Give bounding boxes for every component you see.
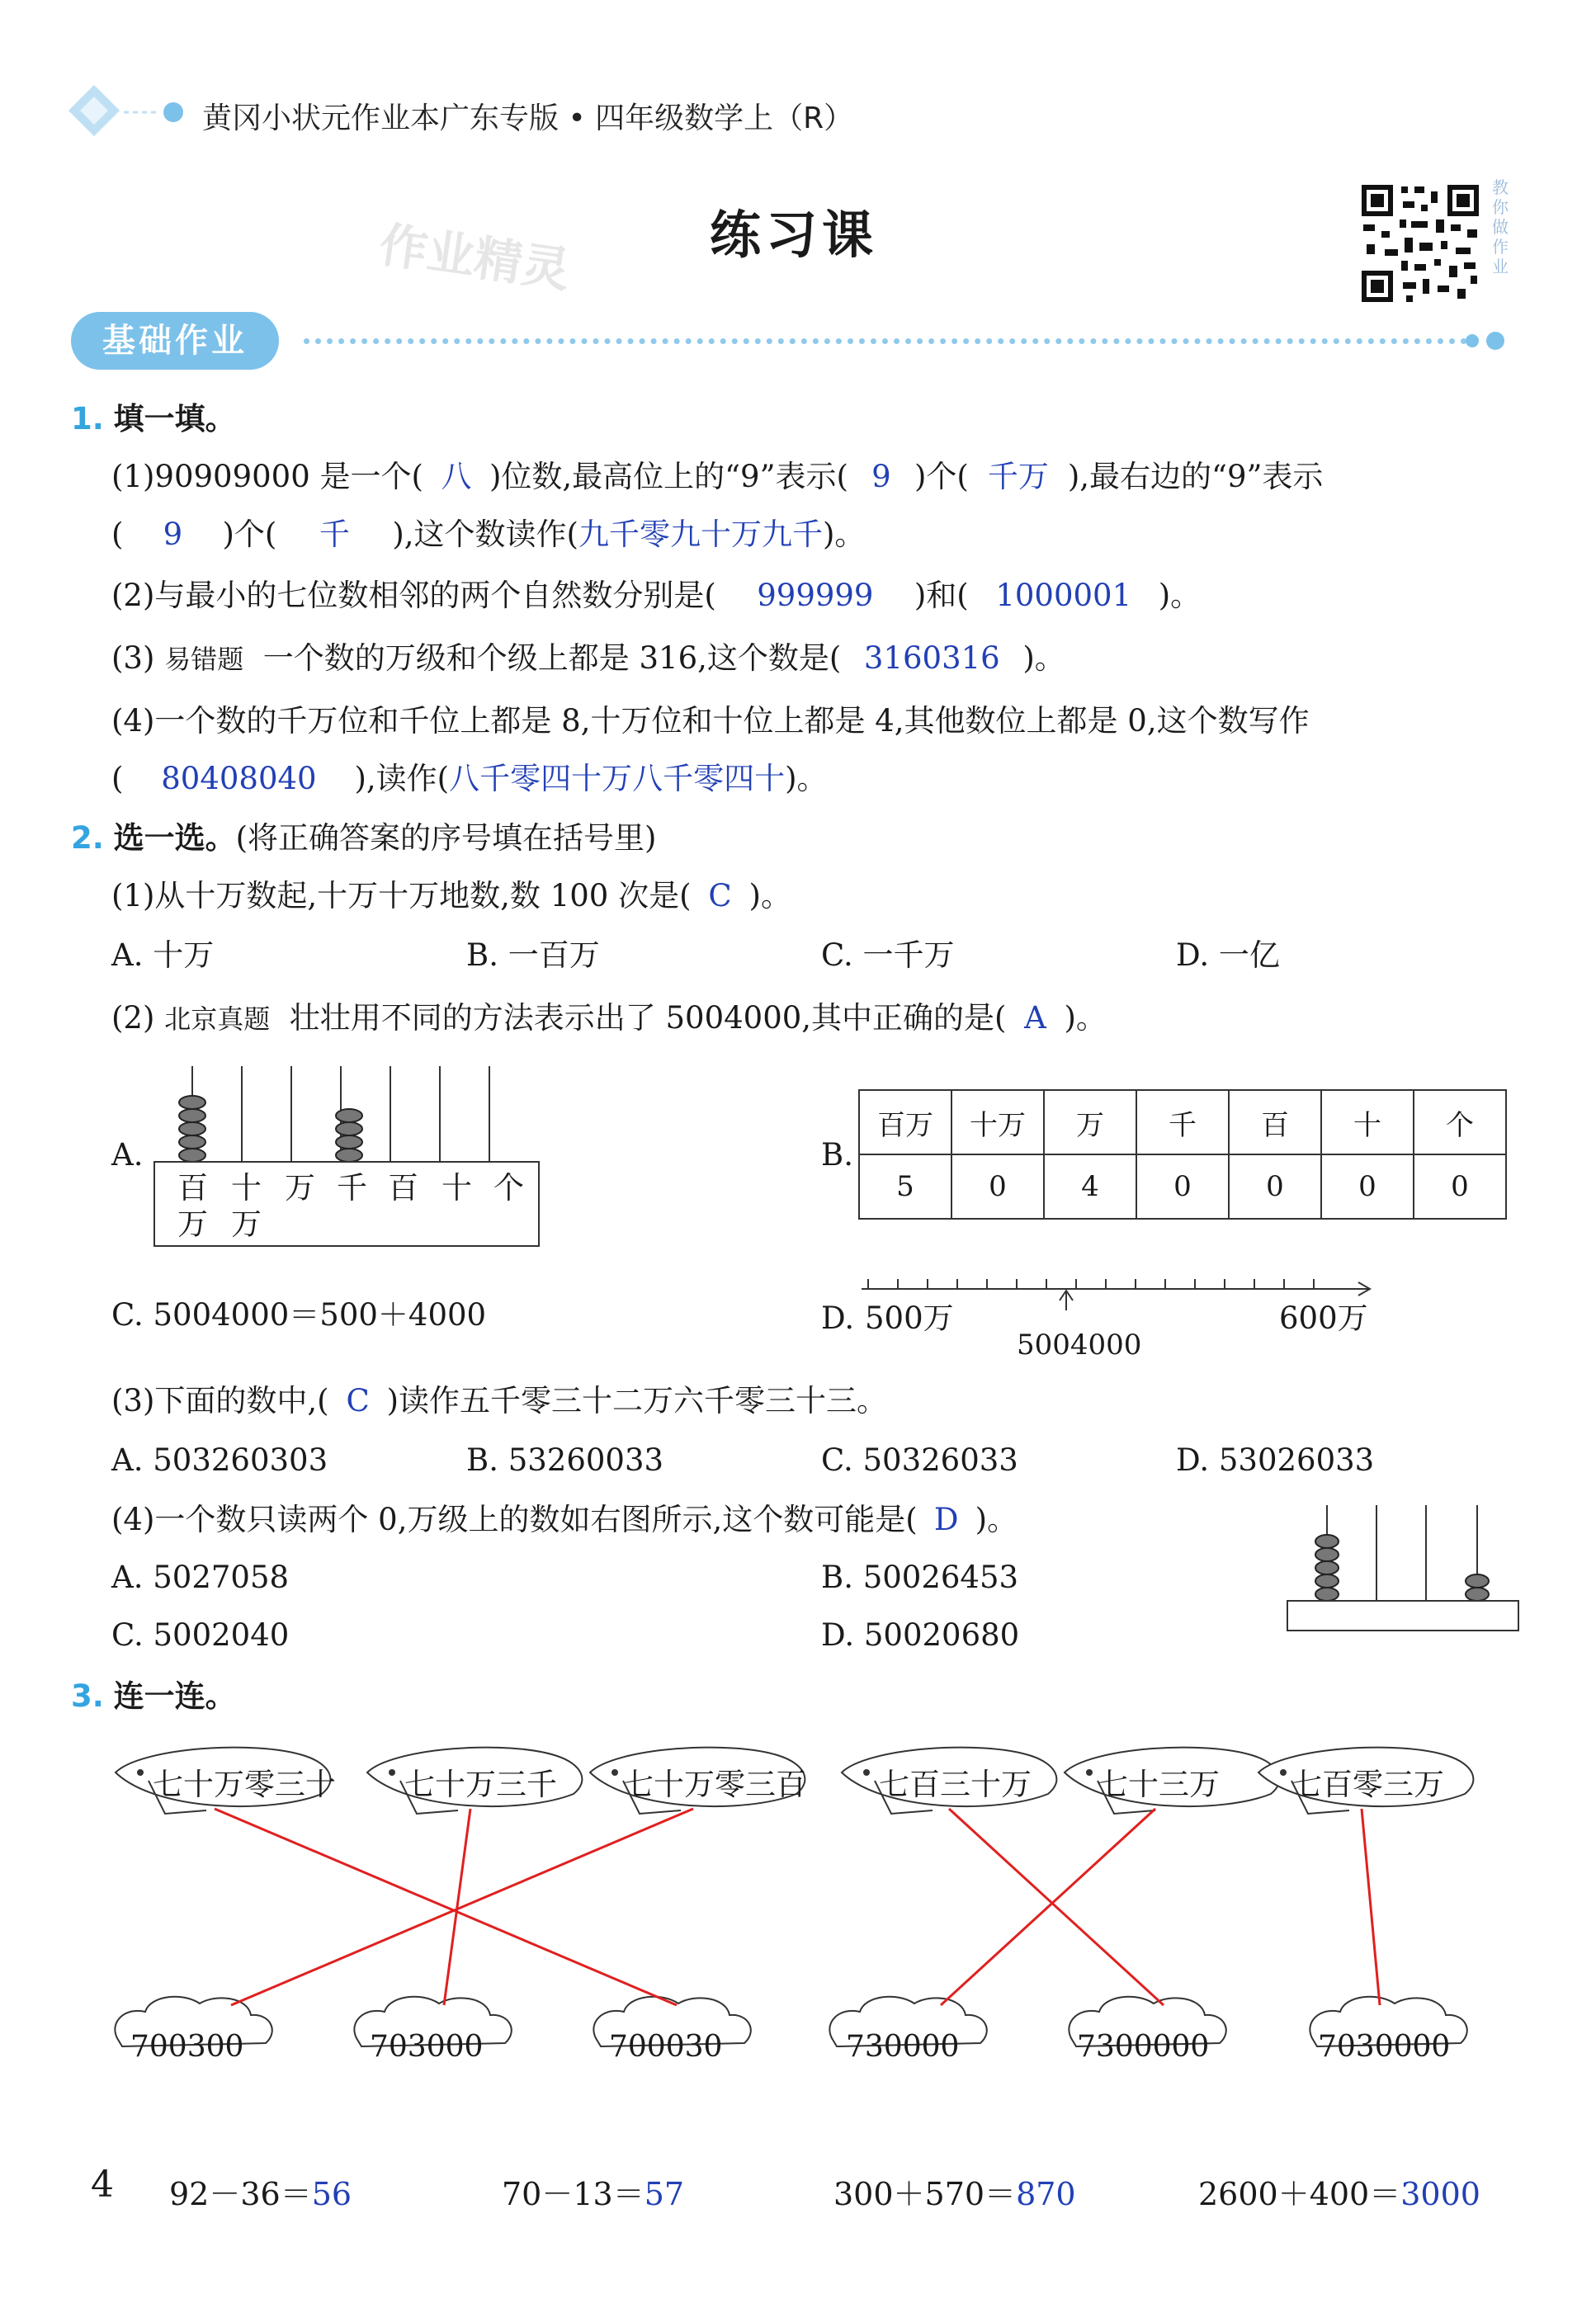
abacus-a-col: 万 <box>285 1170 315 1206</box>
number-line-right: 600万 <box>1279 1300 1368 1336</box>
option: A. 5027058 <box>111 1560 290 1595</box>
option: B. 50026453 <box>821 1560 1019 1595</box>
cloud-label: 7300000 <box>1077 2030 1210 2064</box>
cloud-label: 700300 <box>130 2030 244 2064</box>
number-line-left: 500万 <box>865 1300 954 1336</box>
abacus-a-col: 十 <box>441 1170 472 1206</box>
answer: 57 <box>644 2176 685 2212</box>
option: D. 一亿 <box>1176 937 1280 973</box>
answer: 870 <box>1016 2176 1076 2212</box>
abacus-a-col: 万 <box>231 1206 262 1242</box>
answer: 千万 <box>987 459 1049 494</box>
fish-label: 七十万零三百 <box>623 1767 806 1802</box>
table-header: 万 <box>1044 1090 1136 1154</box>
abacus-a-col: 个 <box>493 1170 524 1206</box>
q1-part4: (4)一个数的千万位和千位上都是 8,十万位和十位上都是 4,其他数位上都是 0,这个数写作 <box>111 703 1310 739</box>
table-cell: 4 <box>1044 1154 1136 1219</box>
answer: 八 <box>441 459 472 494</box>
table-header: 十万 <box>951 1090 1044 1154</box>
tag-error-prone: 易错题 <box>164 644 244 675</box>
section-tab: 基础作业 <box>71 312 279 370</box>
number-line-mark: 5004000 <box>1017 1329 1142 1362</box>
footer-equation: 2600＋400＝3000 <box>1198 2176 1480 2212</box>
answer: C <box>708 878 732 913</box>
cloud-label: 730000 <box>846 2030 960 2064</box>
page-number: 4 <box>91 2164 114 2206</box>
answer: 1000001 <box>995 578 1132 613</box>
option-b-label: B. <box>821 1137 853 1173</box>
q1-part3: (3) 易错题 一个数的万级和个级上都是 316,这个数是( 3160316 )。 <box>111 640 1065 676</box>
table-header: 个 <box>1414 1090 1506 1154</box>
answer: 999999 <box>757 578 874 613</box>
q1-part2: (2)与最小的七位数相邻的两个自然数分别是( 999999 )和( 1000001 )。 <box>111 578 1202 613</box>
page-title: 练习课 <box>710 205 879 265</box>
divider-end-icon <box>1461 328 1510 353</box>
side-label: 教你做作业 <box>1492 177 1509 276</box>
option: A. 十万 <box>111 937 215 973</box>
option: C. 一千万 <box>821 937 955 973</box>
q2-heading: 2. 选一选。(将正确答案的序号填在括号里) <box>71 820 657 856</box>
tag-beijing: 北京真题 <box>164 1003 271 1035</box>
answer: 3000 <box>1400 2176 1480 2212</box>
q1-part1-cont: ( 9 )个( 千 ),这个数读作(九千零九十万九千)。 <box>111 517 866 552</box>
answer: 九千零九十万九千 <box>578 517 823 552</box>
cloud-label: 7030000 <box>1318 2030 1451 2064</box>
answer: 80408040 <box>161 761 317 796</box>
option: D. 50020680 <box>821 1617 1020 1653</box>
option: C. 50326033 <box>821 1442 1018 1478</box>
header-decoration <box>66 83 198 140</box>
answer: 千 <box>319 517 350 552</box>
table-cell: 0 <box>1321 1154 1414 1219</box>
section-divider <box>304 338 1467 344</box>
abacus-a-col: 万 <box>177 1206 208 1242</box>
fish-label: 七百三十万 <box>879 1767 1032 1802</box>
q3-heading: 3. 连一连。 <box>71 1678 236 1714</box>
answer: 9 <box>163 517 183 552</box>
option-c: C. 5004000＝500＋4000 <box>111 1297 487 1333</box>
table-header: 千 <box>1136 1090 1229 1154</box>
abacus-a <box>153 1064 549 1254</box>
place-value-table <box>858 1089 1507 1220</box>
option-a-label: A. <box>111 1137 144 1173</box>
q1-part4-cont: ( 80408040 ),读作(八千零四十万八千零四十)。 <box>111 761 828 796</box>
q2-sub3: (3)下面的数中,( C )读作五千零三十二万六千零三十三。 <box>111 1383 888 1418</box>
answer: 八千零四十万八千零四十 <box>449 761 786 796</box>
fish-label: 七百零三万 <box>1291 1767 1444 1802</box>
table-cell: 0 <box>1229 1154 1321 1219</box>
abacus-d <box>1286 1503 1525 1635</box>
watermark: 作业精灵 <box>375 216 574 299</box>
footer-equation: 70－13＝57 <box>502 2176 685 2212</box>
q2-sub2: (2) 北京真题 壮壮用不同的方法表示出了 5004000,其中正确的是( A )。 <box>111 1000 1107 1036</box>
option: B. 53260033 <box>466 1442 664 1478</box>
cloud-label: 700030 <box>609 2030 723 2064</box>
answer: 56 <box>311 2176 352 2212</box>
abacus-a-col: 十 <box>231 1170 262 1206</box>
option: A. 503260303 <box>111 1442 328 1478</box>
qr-code-icon[interactable] <box>1360 183 1480 304</box>
option: C. 5002040 <box>111 1617 290 1653</box>
table-cell: 5 <box>859 1154 951 1219</box>
table-header: 百万 <box>859 1090 951 1154</box>
table-header: 十 <box>1321 1090 1414 1154</box>
abacus-a-col: 百 <box>388 1170 418 1206</box>
fish-label: 七十三万 <box>1098 1767 1220 1802</box>
fish-label: 七十万三千 <box>404 1767 557 1802</box>
fish-label: 七十万零三十 <box>153 1767 336 1802</box>
footer-equation: 300＋570＝870 <box>833 2176 1076 2212</box>
table-cell: 0 <box>951 1154 1044 1219</box>
answer: 3160316 <box>863 640 1000 676</box>
answer: A <box>1024 1000 1046 1036</box>
answer: 9 <box>871 459 891 494</box>
option: D. 53026033 <box>1176 1442 1375 1478</box>
q2-sub4: (4)一个数只读两个 0,万级上的数如右图所示,这个数可能是( D )。 <box>111 1502 1018 1537</box>
q1-part1: (1)90909000 是一个( 八 )位数,最高位上的“9”表示( 9 )个( 千万 ),最右边的“9”表示 <box>111 459 1324 494</box>
table-cell: 0 <box>1414 1154 1506 1219</box>
table-cell: 0 <box>1136 1154 1229 1219</box>
option-d-label: D. <box>821 1300 855 1336</box>
q1-heading: 1. 填一填。 <box>71 401 236 437</box>
cloud-label: 703000 <box>370 2030 484 2064</box>
abacus-a-col: 百 <box>177 1170 208 1206</box>
footer-equation: 92－36＝56 <box>169 2176 352 2212</box>
book-header: 黄冈小状元作业本广东专版 • 四年级数学上（R） <box>202 101 854 135</box>
number-line <box>858 1261 1386 1310</box>
q2-sub1: (1)从十万数起,十万十万地数,数 100 次是( C )。 <box>111 878 791 913</box>
answer: D <box>933 1502 959 1537</box>
option: B. 一百万 <box>466 937 600 973</box>
answer: C <box>346 1383 370 1418</box>
table-header: 百 <box>1229 1090 1321 1154</box>
abacus-a-col: 千 <box>337 1170 367 1206</box>
